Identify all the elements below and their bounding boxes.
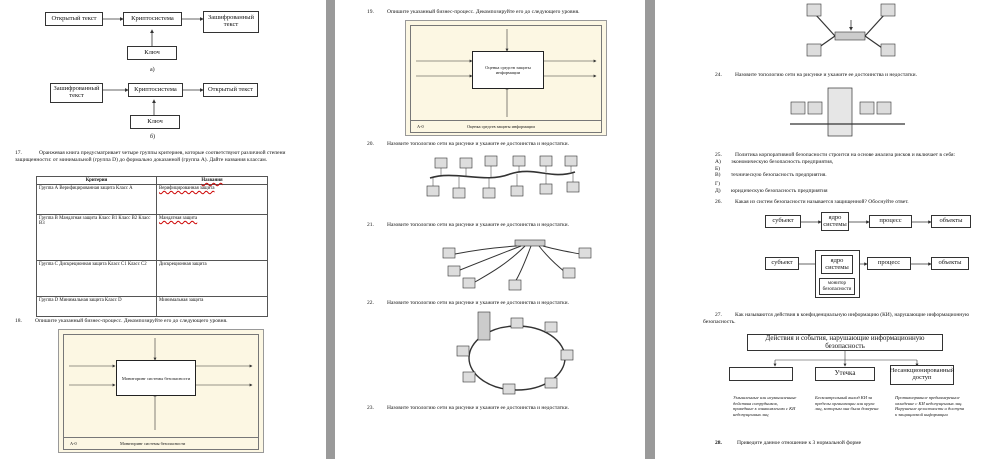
objects-box-2: объекты [931,257,969,270]
caption-b: б) [150,134,156,140]
mixed-topology-diagram [655,0,1000,70]
q28-text: Приведите данное отношение к 3 нормальной форме [737,440,862,446]
q20-text: Назовите топологию сети на рисунке и укажите ее достоинства и недостатки. [387,141,569,147]
desc-1: Умышленные или неумышленные действия сотрудников, приведшие к ознакомлению с КИ недопущенных лиц [733,395,797,417]
q17-number: 17. [15,150,22,156]
q26-number: 26. [715,199,722,205]
table-cell: Мандатная защита [157,215,268,261]
q25-option-d: Д) юридическую безопасность предприятия [715,188,828,194]
q25-number: 25. [715,152,722,158]
server-topology-diagram [655,84,1000,144]
q20-number: 20. [367,141,374,147]
q21-text: Назовите топологию сети на рисунке и укажите ее достоинства и недостатки. [387,222,569,228]
caption-a: а) [150,67,155,73]
leak-left-box [729,367,793,381]
desc-3: Противоправное преднамеренное овладение с КИ недопущенных лиц. Нарушение целостности и доступа к защищаемой информации [895,395,965,417]
idef0-footer-18 [63,437,259,450]
idef0-diagram-18 [58,329,264,453]
objects-box-1: объекты [931,215,971,228]
q25-option-a: А) экономическую безопасность предприятия, [715,159,834,165]
actions-events-box: Действия и события, нарушающие информационную безопасность [747,334,943,351]
bus-topology-diagram [335,150,645,210]
table-cell: Группа А Верифицированная защита Класс А [37,185,157,215]
q26-text: Какая из систем безопасности называется защищенной? Обоснуйте ответ. [735,199,909,205]
unauthorized-access-box: Несанкционированный доступ [890,365,954,385]
q18-text: Опишите указанный бизнес-процесс. Декомпозируйте его до следующего уровня. [35,318,228,324]
diagram-title: Мониторинг системы безопасности [120,441,186,446]
subject-box-1: субъект [765,215,801,228]
process-box-2: процесс [867,257,911,270]
node-label: А-0 [417,124,424,129]
document-page-1 [0,0,326,459]
table-cell: Группа В Мандатная защита Класс В1 Класс В2 Класс В3 [37,215,157,261]
star-topology-diagram [335,232,645,292]
table-cell: Верифицированная защита [157,185,268,215]
open-text-box-b: Открытый текст [203,83,258,97]
q24-text: Назовите топологию сети на рисунке и укажите ее достоинства и недостатки. [735,72,917,78]
q25-option-b: Б) [715,166,720,172]
leak-box: Утечка [815,367,875,381]
cipher-box-a: Зашифрованный текст [203,11,259,33]
q24-number: 24. [715,72,722,78]
q22-number: 22. [367,300,374,306]
q25-text: Политика корпоративной безопасности строится на основе анализа рисков и включает в себя: [735,152,956,158]
crypto-box-b: Криптосистема [128,83,183,97]
table-cell: Дискреционная защита [157,261,268,297]
q22-text: Назовите топологию сети на рисунке и укажите ее достоинства и недостатки. [387,300,569,306]
q25-option-v: В) техническую безопасность предприятия. [715,172,827,178]
idef0-block-19: Оценка средств защиты информации [472,51,544,89]
q27-text: Как называются действия в конфиденциальную информацию (КИ), нарушающие информационную безопасность. [703,312,970,325]
monitor-box: монитор безопасности [819,278,855,295]
key-box-b: Ключ [130,115,180,129]
table-cell: Минимальная защита [157,297,268,317]
core-box-2: ядро системы [821,255,853,274]
idef0-diagram-19 [405,20,607,136]
q21-number: 21. [367,222,374,228]
q19-number: 19. [367,9,374,15]
ring-topology-diagram [335,310,645,400]
table-cell: Группа С Дискреционная защита Класс С1 Класс С2 [37,261,157,297]
process-box-1: процесс [869,215,912,228]
document-page-3 [655,0,1000,459]
open-text-box-a: Открытый текст [45,12,103,26]
idef0-footer-19 [410,120,602,133]
table-cell: Группа D Минимальная защита Класс D [37,297,157,317]
desc-2: Бесконтрольный выход КИ за пределы организации или круга лиц, которым она была доверена [815,395,879,412]
q25-option-g: Г) [715,181,721,187]
q27-number: 27. [715,312,722,318]
q17-text: Оранжевая книга предусматривает четыре группы критериев, которые соответствуют различной степени защищенности: от минимальной (группа D) до формально доказанной (группа А). Дайте названия классам. [15,150,286,163]
q18-number: 18. [15,318,22,324]
q23-number: 23. [367,405,374,411]
document-page-2 [335,0,645,459]
q23-text: Назовите топологию сети на рисунке и укажите ее достоинства и недостатки. [387,405,569,411]
q28-number: 28. [715,440,722,446]
criteria-table [36,176,268,317]
table-header: Критерии [37,177,157,185]
diagram-title: Оценка средств защиты информации [467,124,535,129]
cipher-box-b: Зашифрованный текст [50,83,103,103]
core-box-1: ядро системы [821,212,849,231]
key-box-a: Ключ [127,46,177,60]
node-label: А-0 [70,441,77,446]
subject-box-2: субъект [765,257,799,270]
table-header: Названия [157,177,268,185]
q19-text: Опишите указанный бизнес-процесс. Декомпозируйте его до следующего уровня. [387,9,580,15]
idef0-block-18: Мониторинг системы безопасности [116,360,196,396]
crypto-box-a: Криптосистема [123,12,182,26]
